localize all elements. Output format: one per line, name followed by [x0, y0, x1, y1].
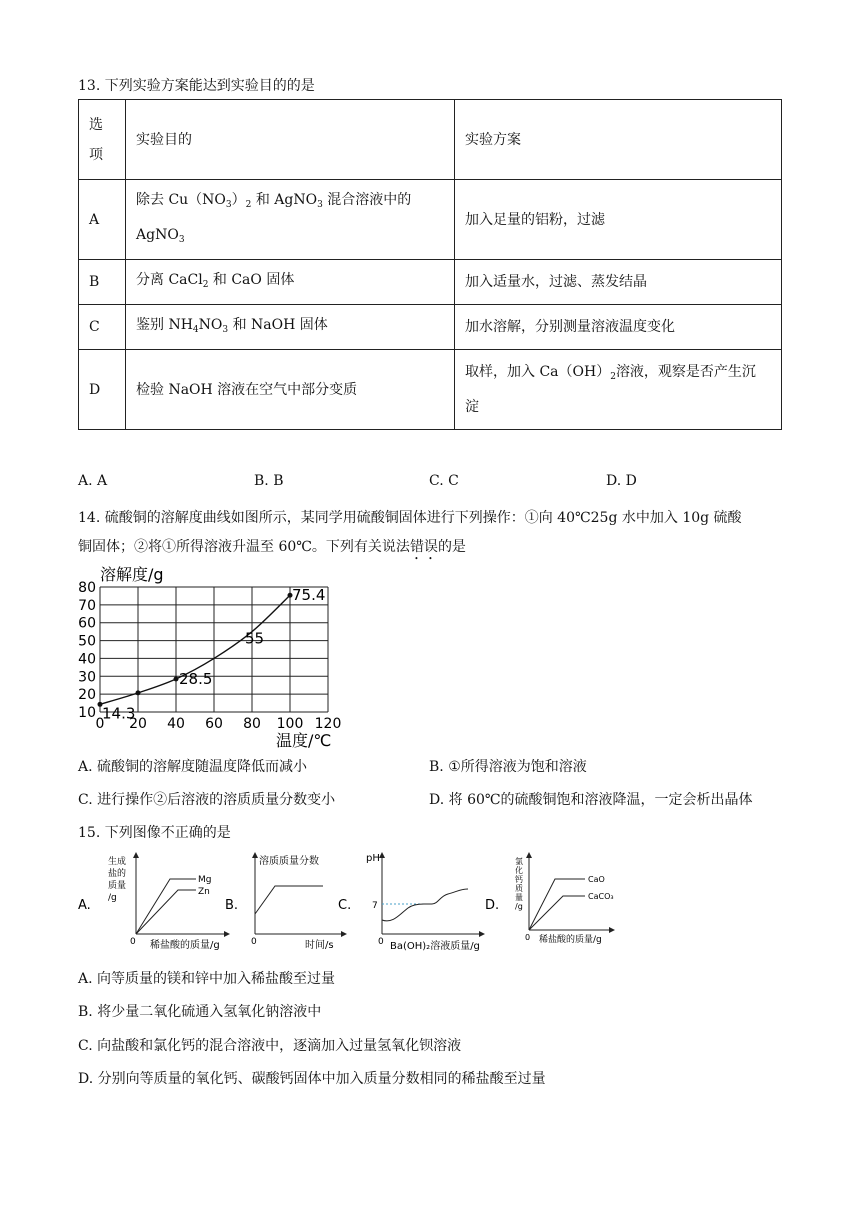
q13-answer-b[interactable]: B. B	[254, 473, 284, 489]
data-label: 28.5	[179, 669, 213, 688]
graph-c[interactable]	[338, 852, 488, 952]
header-option	[79, 100, 126, 180]
header-option-b: 项	[89, 146, 103, 163]
row-goal: 除去 $Cu(NO_3)_2$ 和 AgNO$_3$ 混合溶液中的 AgNO$_3$	[126, 180, 455, 260]
row-goal: 分离 CaCl$_2$ 和 CaO 固体	[126, 260, 455, 305]
y-tick-label: 60	[78, 615, 96, 632]
svg-text:/g: /g	[108, 893, 117, 903]
row-goal: 检验 NaOH 溶液在空气中部分变质	[126, 350, 455, 430]
graph-b-xlabel: 时间/s	[305, 940, 334, 951]
q14-stem-line2: 铜固体；②将①所得溶液升温至 60℃。下列有关说法错误的是	[78, 539, 466, 555]
zn-line	[136, 890, 196, 934]
data-label: 14.3	[102, 704, 136, 723]
q15-option-a[interactable]: A. 向等质量的镁和锌中加入稀盐酸至过量	[78, 971, 336, 987]
graph-c-line	[382, 889, 468, 921]
svg-text:质: 质	[515, 884, 523, 893]
graph-a-xlabel: 稀盐酸的质量/g	[150, 940, 220, 951]
caco3-label: CaCO₃	[588, 892, 614, 901]
row-plan: 加水溶解，分别测量溶液温度变化	[455, 305, 782, 350]
solubility-chart	[70, 562, 360, 752]
table-row	[79, 305, 782, 350]
graph-d-letter: D.	[485, 898, 500, 913]
svg-text:钙: 钙	[515, 875, 523, 884]
graph-b-letter: B.	[225, 898, 239, 913]
table-row	[79, 180, 782, 260]
y-tick-label: 80	[78, 580, 96, 596]
svg-text:化: 化	[515, 866, 523, 875]
mg-label: Mg	[198, 875, 212, 885]
cao-line	[529, 879, 585, 930]
graph-d-xlabel: 稀盐酸的质量/g	[539, 935, 602, 945]
q15-stem: 15. 下列图像不正确的是	[78, 825, 231, 841]
row-goal: 鉴别 $NH_4NO_3$ 和 NaOH 固体	[126, 305, 455, 350]
graph-a-letter: A.	[78, 898, 91, 913]
svg-text:0: 0	[130, 937, 136, 947]
x-tick-label: 40	[167, 716, 185, 732]
q15-option-d[interactable]: D. 分别向等质量的氧化钙、碳酸钙固体中加入质量分数相同的稀盐酸至过量	[78, 1071, 546, 1087]
q13-table	[78, 99, 782, 430]
y-tick-label: 70	[78, 597, 96, 614]
cao-label: CaO	[588, 875, 605, 884]
y-tick-label: 10	[78, 705, 96, 721]
svg-text:0: 0	[251, 937, 257, 947]
graph-c-ph7: 7	[372, 901, 378, 911]
svg-text:/g: /g	[515, 902, 523, 911]
svg-text:氯: 氯	[515, 857, 523, 866]
x-tick-label: 60	[205, 716, 223, 732]
data-label: 75.4	[292, 586, 326, 605]
header-goal: 实验目的	[126, 100, 455, 180]
table-row	[79, 260, 782, 305]
y-tick-label: 30	[78, 669, 96, 686]
chart-grid	[100, 587, 328, 712]
q14-option-b[interactable]: B. ①所得溶液为饱和溶液	[429, 759, 587, 775]
svg-text:量: 量	[515, 893, 523, 902]
q15-option-b[interactable]: B. 将少量二氧化硫通入氢氧化钠溶液中	[78, 1004, 322, 1020]
row-option: A	[79, 180, 126, 260]
graph-b-ylabel: 溶质质量分数	[259, 856, 319, 867]
graph-b-line	[255, 886, 323, 914]
x-tick-label: 0	[95, 716, 105, 732]
row-plan: 取样，加入 $Ca(OH)_2$溶液，观察是否产生沉 淀	[455, 350, 782, 430]
q13-stem: 13. 下列实验方案能达到实验目的的是	[78, 78, 315, 94]
q13-answer-d[interactable]: D. D	[606, 473, 637, 489]
mg-line	[136, 879, 196, 934]
chart-points	[98, 593, 293, 707]
svg-text:生成: 生成	[108, 857, 127, 867]
q13-answer-a[interactable]: A. A	[78, 473, 108, 489]
graph-c-letter: C.	[338, 898, 352, 913]
graph-d[interactable]	[485, 852, 625, 952]
graph-b[interactable]	[225, 852, 355, 952]
q14-stem-line1: 14. 硫酸铜的溶解度曲线如图所示，某同学用硫酸铜固体进行下列操作：①向 40℃25g 水中加入 10g 硫酸	[78, 510, 742, 526]
x-axis-label: 温度/℃	[276, 731, 332, 750]
x-tick-label: 20	[129, 716, 147, 732]
svg-text:质量: 质量	[108, 881, 127, 891]
header-plan: 实验方案	[455, 100, 782, 180]
y-axis-label: 溶解度/g	[100, 565, 164, 584]
x-tick-label: 100	[276, 716, 304, 732]
y-tick-label: 40	[78, 651, 96, 668]
row-plan: 加入足量的铝粉，过滤	[455, 180, 782, 260]
row-option: C	[79, 305, 126, 350]
q14-option-a[interactable]: A. 硫酸铜的溶解度随温度降低而减小	[78, 759, 308, 775]
svg-text:0: 0	[525, 933, 531, 942]
row-option: B	[79, 260, 126, 305]
x-tick-label: 80	[243, 716, 261, 732]
q14-emphasis: 错误	[409, 539, 438, 555]
x-tick-label: 120	[314, 716, 342, 732]
q15-option-c[interactable]: C. 向盐酸和氯化钙的混合溶液中，逐滴加入过量氢氧化钡溶液	[78, 1038, 462, 1054]
data-point	[136, 690, 141, 695]
svg-text:0: 0	[378, 937, 384, 947]
graph-c-ylabel: pH	[366, 853, 380, 864]
q14-option-d[interactable]: D. 将 60℃的硫酸铜饱和溶液降温，一定会析出晶体	[429, 792, 753, 808]
row-plan: 加入适量水，过滤、蒸发结晶	[455, 260, 782, 305]
table-row	[79, 350, 782, 430]
data-point	[174, 676, 179, 681]
q14-option-c[interactable]: C. 进行操作②后溶液的溶质质量分数变小	[78, 792, 336, 808]
q13-answer-c[interactable]: C. C	[429, 473, 459, 489]
y-tick-label: 50	[78, 633, 96, 650]
y-tick-label: 20	[78, 687, 96, 704]
table-header-row	[79, 100, 782, 180]
data-label: 55	[245, 629, 265, 648]
svg-text:盐的: 盐的	[108, 869, 127, 879]
graph-c-xlabel: Ba(OH)₂溶液质量/g	[390, 941, 480, 952]
header-option-a: 选	[89, 116, 103, 133]
graph-a[interactable]	[78, 852, 233, 952]
row-option: D	[79, 350, 126, 430]
zn-label: Zn	[198, 887, 210, 897]
